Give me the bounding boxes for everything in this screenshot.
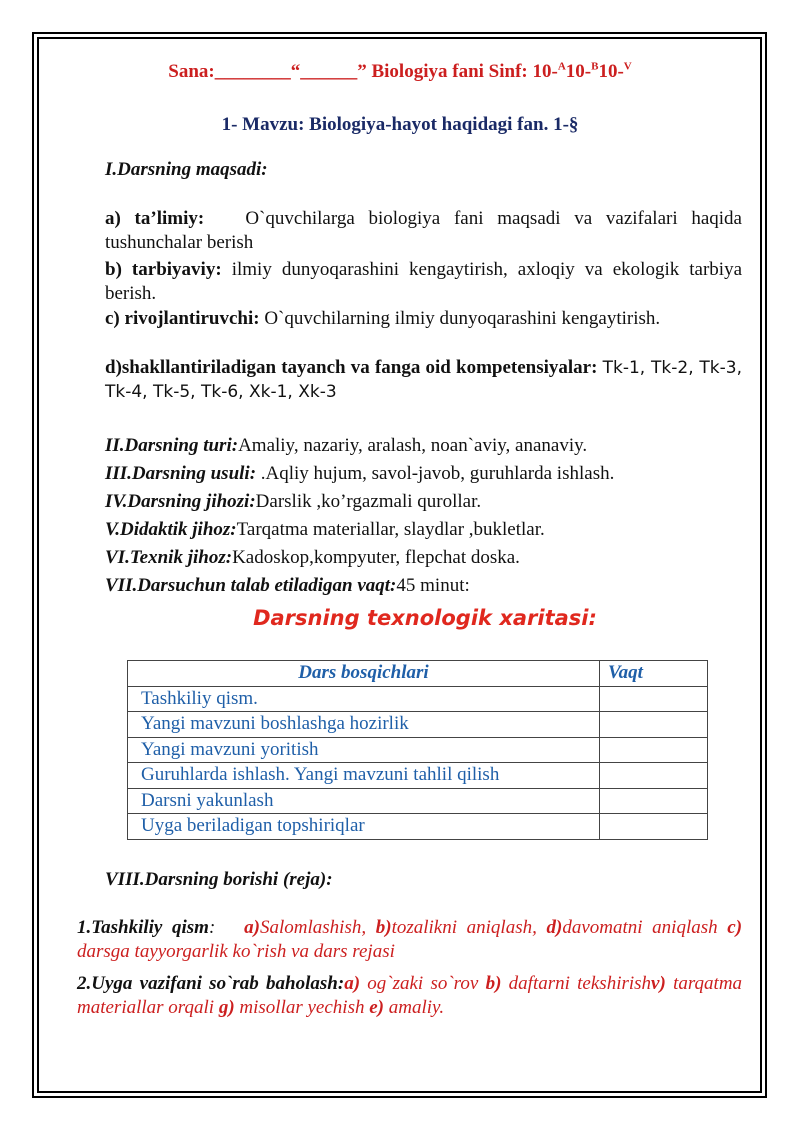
info-usuli-text: .Aqliy hujum, savol-javob, guruhlarda ishlash. (256, 463, 615, 484)
table-row (128, 686, 708, 712)
info-turi (105, 434, 587, 458)
table-row (128, 712, 708, 738)
table-row (128, 814, 708, 840)
maqsad-a (105, 207, 742, 255)
stage-cell: Tashkiliy qism. (128, 686, 600, 712)
info-vaqt-text: 45 minut: (396, 575, 470, 596)
info-didaktik (105, 518, 545, 542)
maqsad-a-label: a) ta’limiy: (105, 208, 205, 229)
maqsad-b (105, 258, 742, 306)
info-vaqt (105, 574, 470, 598)
stage-cell: Uyga beriladigan topshiriqlar (128, 814, 600, 840)
info-texnik (105, 546, 520, 570)
table-header-stages: Dars bosqichlari (128, 661, 600, 687)
p2-g-marker: g) (218, 997, 235, 1018)
class-sup-v: V (623, 60, 632, 73)
p1-b-marker: b) (375, 917, 392, 938)
borishi-heading: VIII.Darsning borishi (reja): (105, 869, 333, 890)
p1-label: 1.Tashkiliy qism (77, 917, 209, 938)
info-didaktik-label: V.Didaktik jihoz: (105, 519, 237, 540)
p2-v-marker: v) (651, 973, 666, 994)
p2-b-marker: b) (485, 973, 502, 994)
info-usuli-label: III.Darsning usuli: (105, 463, 257, 484)
info-texnik-text: Kadoskop,kompyuter, flepchat doska. (232, 547, 520, 568)
stage-cell: Guruhlarda ishlash. Yangi mavzuni tahlil qilish (128, 763, 600, 789)
time-cell (600, 763, 708, 789)
p1-d-text: davomatni aniqlash (562, 917, 718, 938)
maqsad-d (105, 356, 742, 404)
info-jihozi-text: Darslik ,ko’rgazmali qurollar. (255, 491, 482, 512)
maqsad-d-label: d)shakllantiriladigan tayanch va fanga oid kompetensiyalar: (105, 357, 598, 378)
p2-b-text: daftarni tekshirish (508, 973, 652, 994)
info-jihozi-label: IV.Darsning jihozi: (105, 491, 256, 512)
borishi-p1 (77, 916, 742, 964)
p2-e-marker: e) (369, 997, 384, 1018)
class-mid-a: 10- (565, 61, 592, 82)
stage-cell: Yangi mavzuni boshlashga hozirlik (128, 712, 600, 738)
info-vaqt-label: VII.Darsuchun talab etiladigan vaqt: (105, 575, 397, 596)
p1-a-marker: a) (244, 917, 260, 938)
class-sup-b: B (591, 60, 599, 73)
technology-map-title: Darsning texnologik xaritasi: (253, 606, 597, 630)
p2-e-text: amaliy. (388, 997, 445, 1018)
maqsad-c-text: O`quvchilarning ilmiy dunyoqarashini kengaytirish. (264, 308, 661, 329)
maqsad-d-text: Tk-1, Tk-2, Tk-3, Tk-4, Tk-5, Tk-6, Xk-1, Xk-3 (105, 358, 743, 402)
info-usuli (105, 462, 614, 486)
maqsad-c (105, 307, 742, 331)
stage-cell: Yangi mavzuni yoritish (128, 737, 600, 763)
p1-d-marker: d) (546, 917, 563, 938)
class-mid-b: 10- (598, 61, 624, 82)
time-cell (600, 712, 708, 738)
time-cell (600, 737, 708, 763)
table-row (128, 788, 708, 814)
p2-a-marker: a) (344, 973, 361, 994)
time-cell (600, 814, 708, 840)
time-cell (600, 788, 708, 814)
info-didaktik-text: Tarqatma materiallar, slaydlar ,bukletlar. (236, 519, 545, 540)
p1-c-marker: c) (727, 917, 743, 938)
stage-cell: Darsni yakunlash (128, 788, 600, 814)
header-sana-line (0, 60, 800, 84)
maqsad-b-text: ilmiy dunyoqarashini kengaytirish, axloqiy va ekologik tarbiya berish. (105, 259, 743, 304)
info-jihozi (105, 490, 481, 514)
table-row (128, 737, 708, 763)
maqsad-a-text: O`quvchilarga biologiya fani maqsadi va vazifalari haqida tushunchalar berish (105, 208, 742, 253)
info-turi-text: Amaliy, nazariy, aralash, noan`aviy, ananaviy. (238, 435, 588, 456)
maqsad-c-label: c) rivojlantiruvchi: (105, 308, 260, 329)
table-header-row (128, 661, 708, 687)
header-sana: Sana:________“______” Biologiya fani Sinf: 10- (168, 61, 558, 82)
p1-c-text: darsga tayyorgarlik ko`rish va dars rejasi (77, 941, 395, 962)
info-texnik-label: VI.Texnik jihoz: (105, 547, 233, 568)
maqsad-b-label: b) tarbiyaviy: (105, 259, 222, 280)
borishi-p2 (77, 972, 742, 1020)
p2-a-text: og`zaki so`rov (367, 973, 479, 994)
table-row (128, 763, 708, 789)
topic-title: 1- Mavzu: Biologiya-hayot haqidagi fan. 1-§ (221, 114, 579, 135)
p2-g-text: misollar yechish (239, 997, 365, 1018)
p1-colon: : (208, 917, 216, 938)
class-sup-a: A (557, 60, 566, 73)
p2-label: 2.Uyga vazifani so`rab baholash: (77, 973, 345, 994)
p1-b-text: tozalikni aniqlash, (391, 917, 537, 938)
maqsad-heading: I.Darsning maqsadi: (105, 159, 268, 180)
time-cell (600, 686, 708, 712)
table-header-time: Vaqt (600, 661, 708, 687)
info-turi-label: II.Darsning turi: (105, 435, 239, 456)
p1-a-text: Salomlashish, (260, 917, 367, 938)
p2-v-text: tarqatma materiallar orqali (77, 973, 743, 1018)
lesson-stages-table (127, 660, 708, 840)
